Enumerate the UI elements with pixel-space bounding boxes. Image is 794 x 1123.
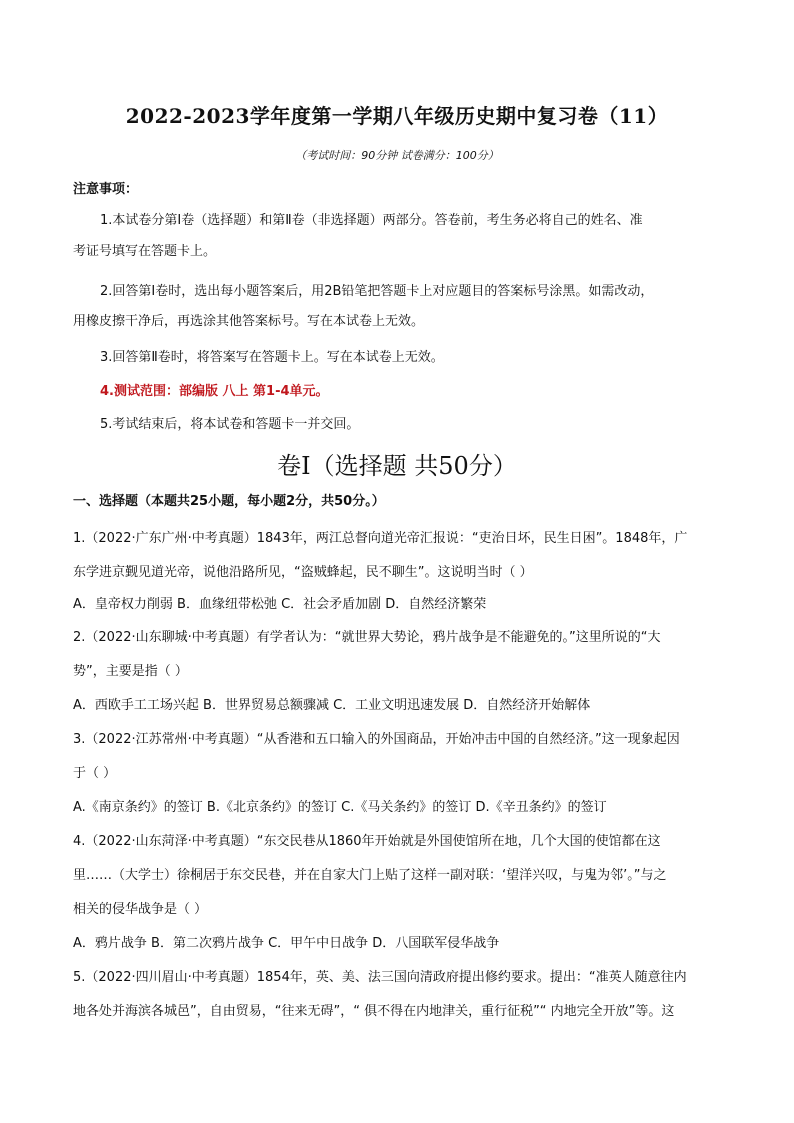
question-3: 3.（2022·江苏常州·中考真题）“从香港和五口输入的外国商品，开始冲击中国的自然经济。”这一现象起因 xyxy=(73,732,680,747)
notice-item-2: 2.回答第Ⅰ卷时，选出每小题答案后，用2B铅笔把答题卡上对应题目的答案标号涂黑。如需改动， xyxy=(100,284,654,299)
notice-item-4-test-scope: 4.测试范围：部编版 八上 第1-4单元。 xyxy=(100,384,329,399)
question-4-cont-2: 相关的侵华战争是（ ） xyxy=(73,902,208,917)
notice-item-1: 1.本试卷分第Ⅰ卷（选择题）和第Ⅱ卷（非选择题）两部分。答卷前，考生务必将自己的姓名、准 xyxy=(100,213,643,228)
section-title: 卷Ⅰ（选择题 共50分） xyxy=(277,452,517,480)
notice-item-2-cont: 用橡皮擦干净后，再选涂其他答案标号。写在本试卷上无效。 xyxy=(73,314,425,329)
question-4-options: A．鸦片战争 B．第二次鸦片战争 C．甲午中日战争 D．八国联军侵华战争 xyxy=(73,936,500,951)
exam-info: （考试时间：90分钟 试卷满分：100分） xyxy=(295,149,499,162)
page-title: 2022-2023学年度第一学期八年级历史期中复习卷（11） xyxy=(125,104,669,128)
question-1-cont: 东学进京觐见道光帝，说他沿路所见，“盗贼蜂起，民不聊生”。这说明当时（ ） xyxy=(73,565,533,580)
question-5: 5.（2022·四川眉山·中考真题）1854年，英、美、法三国向清政府提出修约要求。提出：“准英人随意往内 xyxy=(73,970,687,985)
part-heading: 一、选择题（本题共25小题，每小题2分，共50分。） xyxy=(73,494,385,509)
question-3-cont: 于（ ） xyxy=(73,766,117,781)
question-3-options: A.《南京条约》的签订 B.《北京条约》的签订 C.《马关条约》的签订 D.《辛丑条约》的签订 xyxy=(73,800,607,815)
notice-item-5: 5.考试结束后，将本试卷和答题卡一并交回。 xyxy=(100,417,360,432)
question-1-options: A．皇帝权力削弱 B．血缘纽带松弛 C．社会矛盾加剧 D．自然经济繁荣 xyxy=(73,597,487,612)
question-5-cont: 地各处并海滨各城邑”，自由贸易，“往来无碍”，“ 俱不得在内地津关，重行征税”“ 内地完全开放”等。这 xyxy=(73,1004,675,1019)
notice-heading: 注意事项： xyxy=(73,182,139,197)
notice-item-3: 3.回答第Ⅱ卷时，将答案写在答题卡上。写在本试卷上无效。 xyxy=(100,350,444,365)
question-2: 2.（2022·山东聊城·中考真题）有学者认为：“就世界大势论，鸦片战争是不能避免的。”这里所说的“大 xyxy=(73,630,661,645)
question-1: 1.（2022·广东广州·中考真题）1843年，两江总督向道光帝汇报说：“吏治日坏，民生日困”。1848年，广 xyxy=(73,531,688,546)
question-4-cont: 里……（大学士）徐桐居于东交民巷，并在自家大门上贴了这样一副对联：‘望洋兴叹，与鬼为邻’。”与之 xyxy=(73,868,667,883)
notice-item-1-cont: 考证号填写在答题卡上。 xyxy=(73,244,217,259)
question-2-options: A．西欧手工工场兴起 B．世界贸易总额骤减 C．工业文明迅速发展 D．自然经济开始解体 xyxy=(73,698,591,713)
question-4: 4.（2022·山东菏泽·中考真题）“东交民巷从1860年开始就是外国使馆所在地，几个大国的使馆都在这 xyxy=(73,834,661,849)
question-2-cont: 势”，主要是指（ ） xyxy=(73,664,188,679)
